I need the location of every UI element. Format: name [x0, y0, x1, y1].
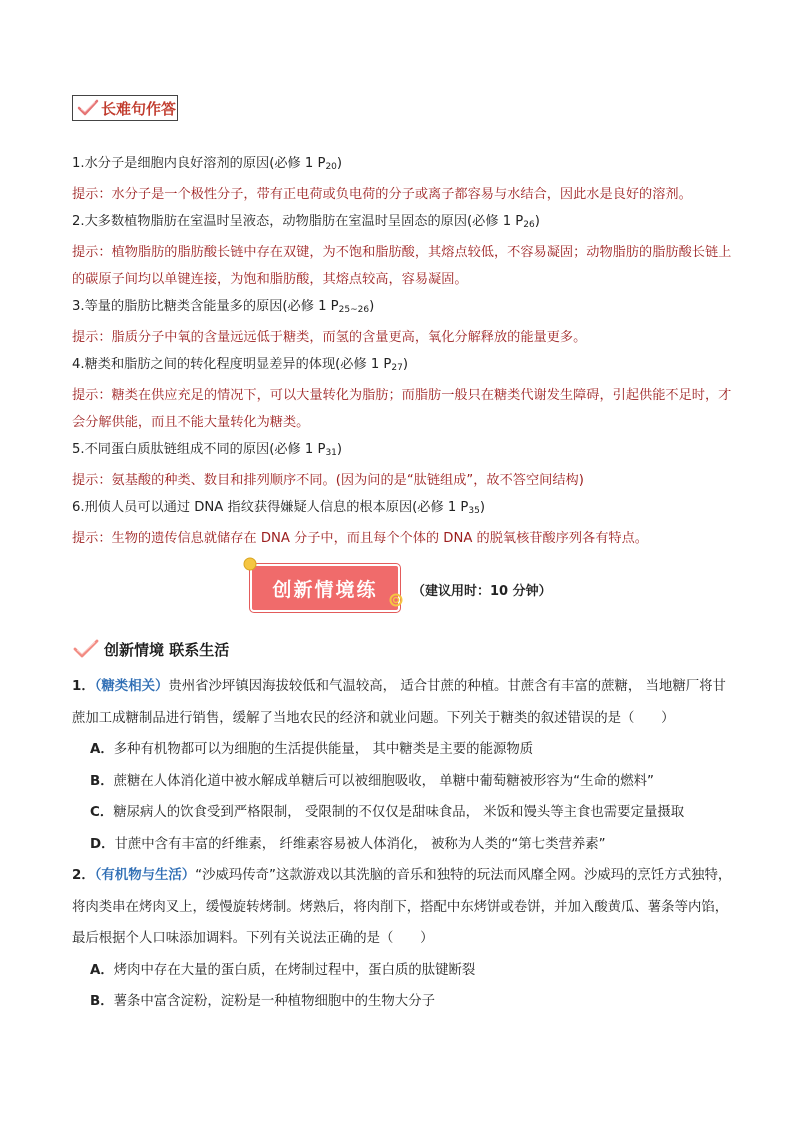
- answer-option[interactable]: D．甘蔗中含有丰富的纤维素， 纤维素容易被人体消化， 被称为人类的“第七类营养素”: [90, 836, 606, 852]
- answer-hint: 提示：糖类在供应充足的情况下，可以大量转化为脂肪；而脂肪一般只在糖类代谢发生障碍，引起供能不足时，才会分解供能，而且不能大量转化为糖类。: [72, 388, 732, 430]
- section-header-long-answer: [72, 95, 178, 121]
- answer-option[interactable]: B．薯条中富含淀粉，淀粉是一种植物细胞中的生物大分子: [90, 994, 435, 1009]
- answer-option[interactable]: A．多种有机物都可以为细胞的生活提供能量， 其中糖类是主要的能源物质: [90, 742, 534, 757]
- question-stem: 2．（有机物与生活）“沙威玛传奇”这款游戏以其洗脑的音乐和独特的玩法而风靡全网。沙威玛的烹饪方式独特，将肉类串在烤肉叉上，缓慢旋转烤制。烤熟后，将肉削下，搭配中东烤饼或卷饼，并加入酸黄瓜、薯条等内馅，最后根据个人口味添加调料。下列有关说法正确的是（ ）: [72, 868, 732, 946]
- section-title: 长难句作答: [101, 99, 177, 118]
- quiz-list: [72, 671, 732, 1018]
- answer-hint: 提示：生物的遗传信息就储存在 DNA 分子中，而且每个个体的 DNA 的脱氧核苷酸序列各有特点。: [72, 531, 648, 546]
- coil-icon: [388, 592, 404, 608]
- checkmark-icon: [72, 638, 100, 660]
- answer-hint: 提示：脂质分子中氧的含量远远低于糖类，而氢的含量更高，氧化分解释放的能量更多。: [72, 330, 587, 345]
- badge-label: 创新情境练: [272, 578, 378, 601]
- question-line: 6.刑侦人员可以通过 DNA 指纹获得嫌疑人信息的根本原因(必修 1 $P_{35}$): [72, 500, 485, 516]
- qa-list: [72, 150, 732, 552]
- question-tag: （有机物与生活）: [94, 868, 196, 883]
- answer-option[interactable]: B．蔗糖在人体消化道中被水解成单糖后可以被细胞吸收， 单糖中葡萄糖被形容为“生命的燃料”: [90, 773, 654, 789]
- question-line: 1.水分子是细胞内良好溶剂的原因(必修 1 $P_{20}$): [72, 156, 343, 172]
- answer-option[interactable]: C．糖尿病人的饮食受到严格限制， 受限制的不仅仅是甜味食品， 米饭和馒头等主食也需要定量摄取: [90, 805, 685, 820]
- question-stem: 1．（糖类相关）贵州省沙坪镇因海拔较低和气温较高， 适合甘蔗的种植。甘蔗含有丰富的蔗糖， 当地糖厂将甘蔗加工成糖制品进行销售，缓解了当地农民的经济和就业问题。下列关于糖类的叙述错误的是（ ）: [72, 679, 726, 726]
- question-tag: （糖类相关）: [94, 679, 169, 694]
- checkmark-icon: [77, 99, 99, 117]
- subsection-title: 创新情境 联系生活: [104, 640, 230, 659]
- badge-box: [250, 564, 400, 612]
- answer-hint: 提示：植物脂肪的脂肪酸长链中存在双键，为不饱和脂肪酸，其熔点较低，不容易凝固；动物脂肪的脂肪酸长链上的碳原子间均以单键连接，为饱和脂肪酸，其熔点较高，容易凝固。: [72, 245, 732, 287]
- question-line: 4.糖类和脂肪之间的转化程度明显差异的体现(必修 1 $P_{27}$): [72, 357, 408, 373]
- question-line: 3.等量的脂肪比糖类含能量多的原因(必修 1 $P_{25\sim 26}$): [72, 299, 375, 315]
- question-line: 5.不同蛋白质肽链组成不同的原因(必修 1 $P_{31}$): [72, 442, 343, 458]
- suggested-time: （建议用时：10 分钟）: [412, 584, 552, 599]
- section-badge: [248, 562, 408, 618]
- answer-hint: 提示：氨基酸的种类、数目和排列顺序不同。(因为问的是“肽链组成”，故不答空间结构): [72, 473, 584, 488]
- pin-icon: [242, 556, 258, 572]
- subsection-header: [72, 638, 229, 660]
- answer-hint: 提示：水分子是一个极性分子，带有正电荷或负电荷的分子或离子都容易与水结合，因此水是良好的溶剂。: [72, 187, 692, 202]
- answer-option[interactable]: A．烤肉中存在大量的蛋白质，在烤制过程中，蛋白质的肽键断裂: [90, 962, 476, 978]
- question-line: 2.大多数植物脂肪在室温时呈液态，动物脂肪在室温时呈固态的原因(必修 1 $P_{26}$): [72, 214, 540, 230]
